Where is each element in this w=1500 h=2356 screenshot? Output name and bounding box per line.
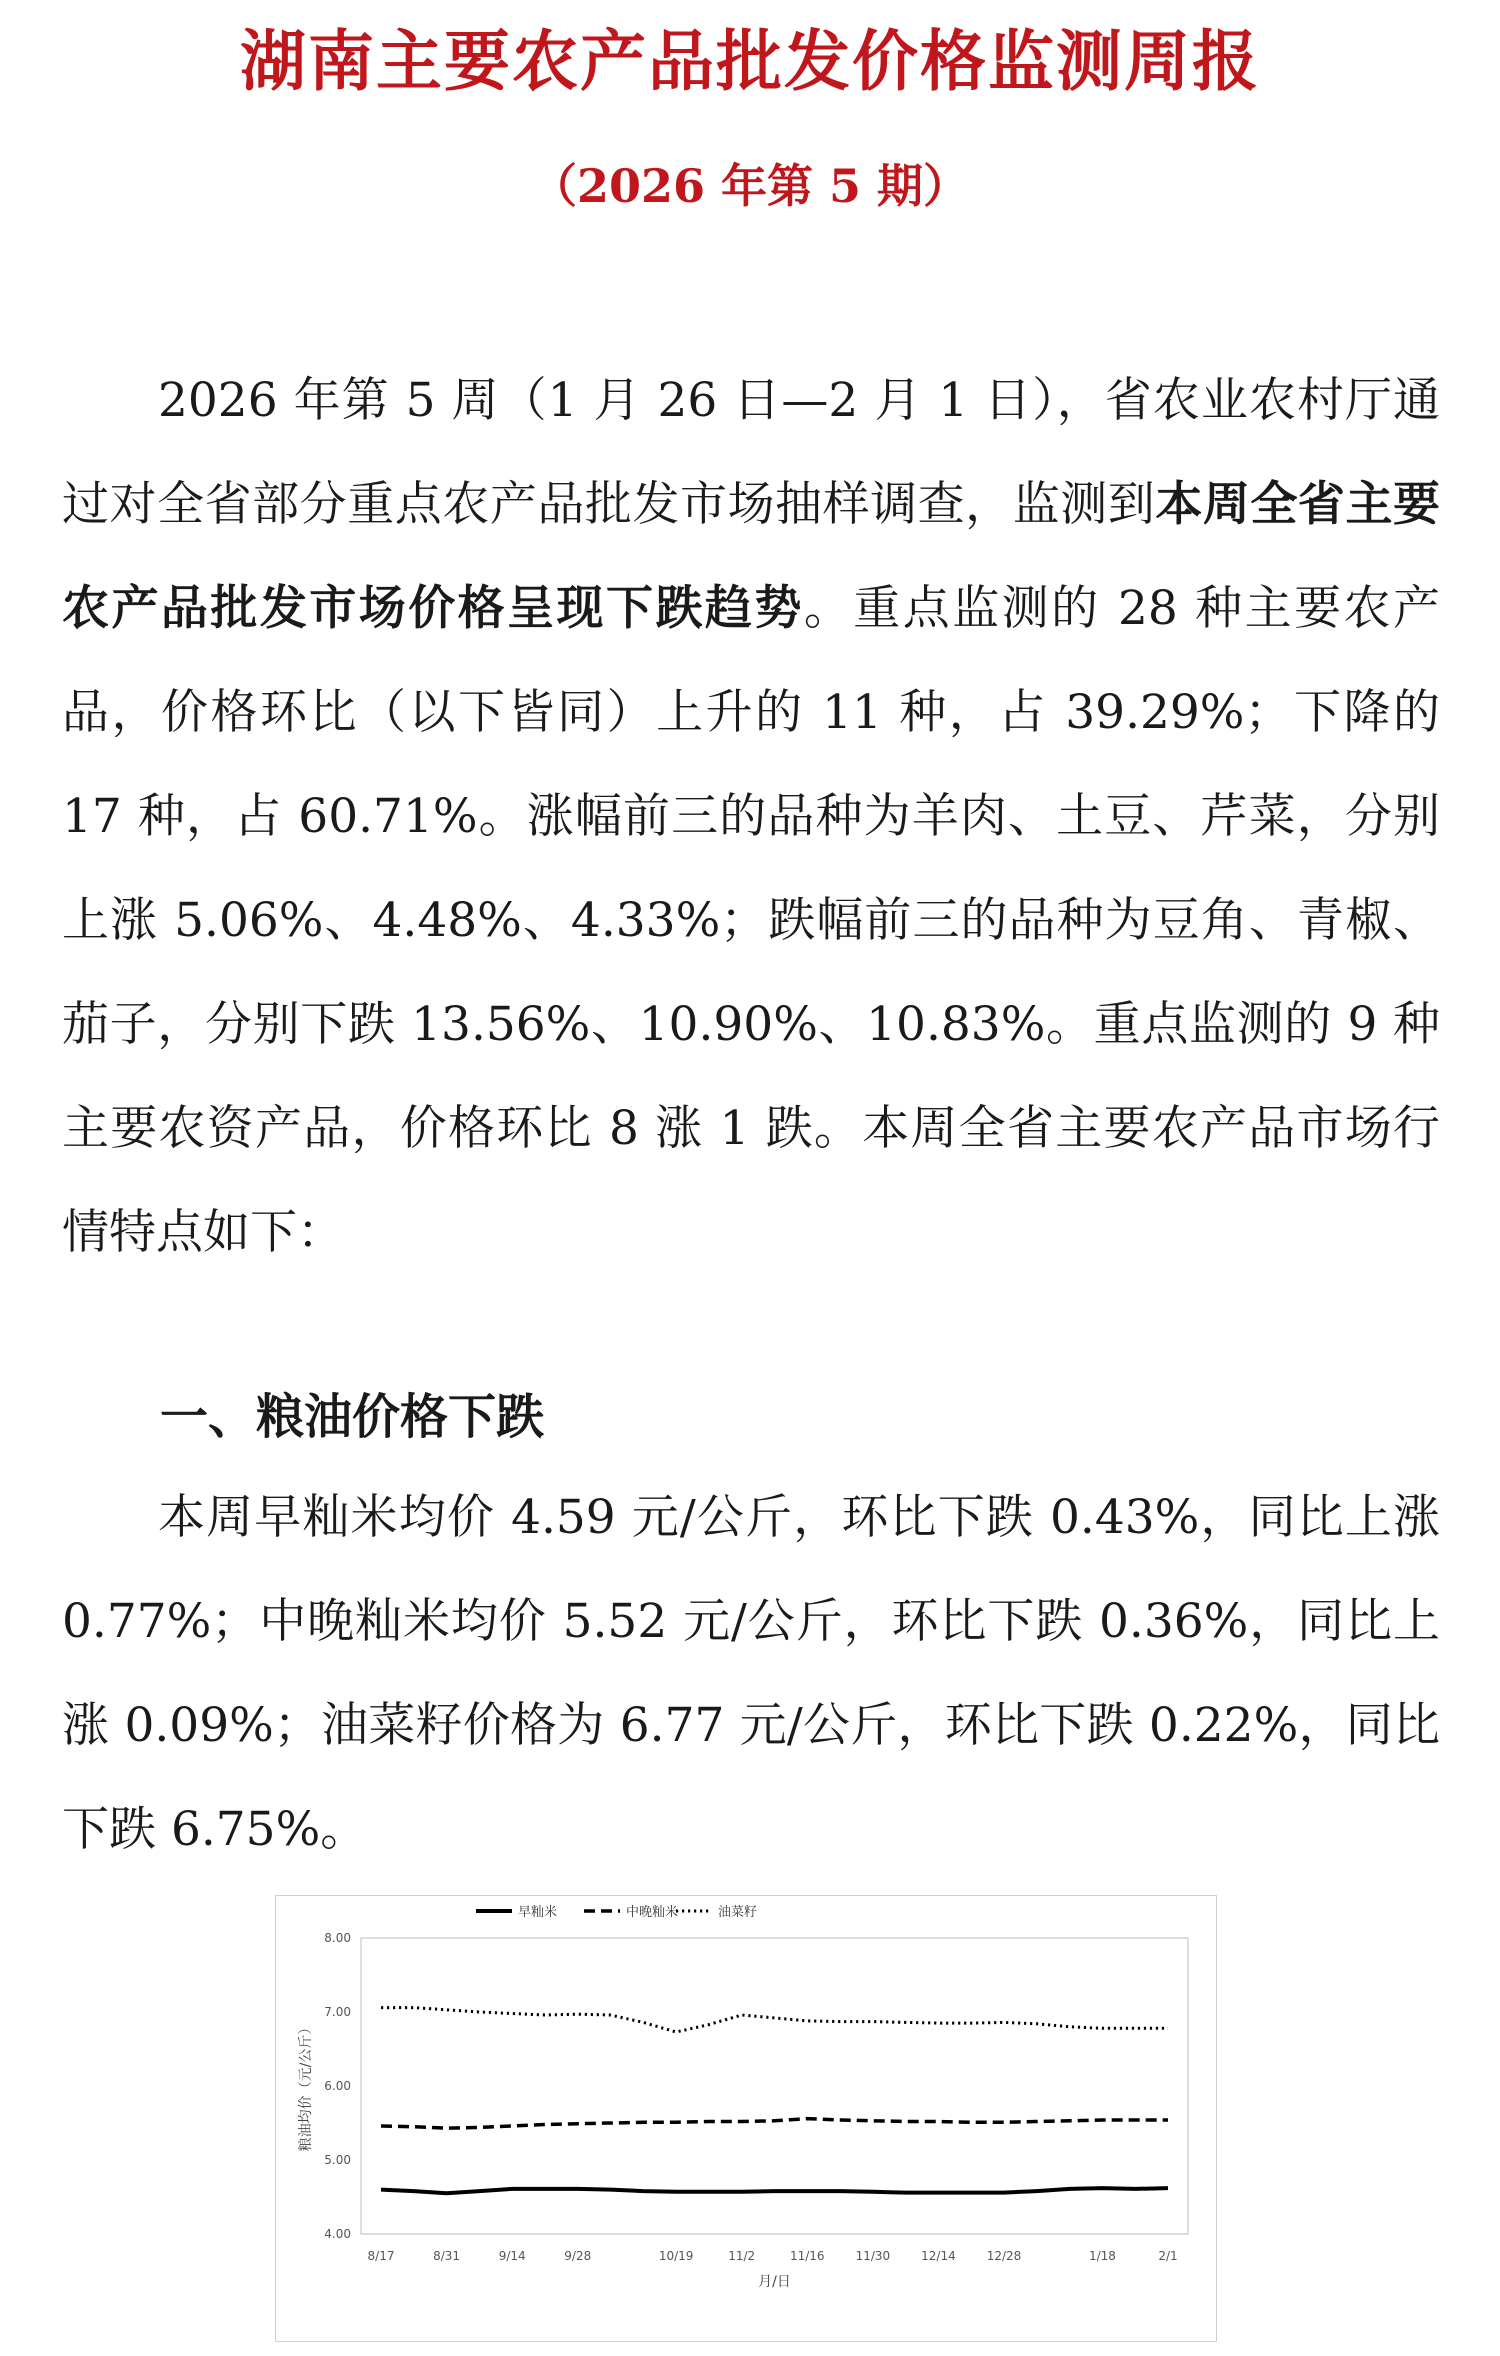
x-tick-label: 8/17 xyxy=(367,2249,395,2263)
chart-canvas xyxy=(276,1896,1216,2341)
x-tick-label: 10/19 xyxy=(658,2249,694,2263)
section-heading-grain-oil: 一、粮油价格下跌 xyxy=(160,1389,545,1445)
x-axis-label: 月/日 xyxy=(758,2274,791,2290)
y-axis-label: 粮油均价（元/公斤） xyxy=(298,2020,314,2152)
x-tick-label: 9/28 xyxy=(564,2249,592,2263)
y-tick-label: 7.00 xyxy=(324,2005,351,2019)
legend-label: 早籼米 xyxy=(518,1905,558,1920)
legend-label: 中晚籼米 xyxy=(626,1905,679,1920)
y-tick-label: 5.00 xyxy=(324,2153,351,2167)
issue-number: （2026 年第 5 期） xyxy=(530,159,970,213)
x-tick-label: 2/1 xyxy=(1158,2249,1178,2263)
x-tick-label: 11/2 xyxy=(728,2249,756,2263)
y-tick-label: 4.00 xyxy=(324,2227,351,2241)
report-title: 湖南主要农产品批发价格监测周报 xyxy=(240,22,1260,100)
intro-lead-text: 2026 年第 5 周（1 月 26 日—2 月 1 日），省农业农村厅通过对全省部分重点农产品批发市场抽样调查，监测到 xyxy=(62,373,1440,532)
intro-rest-text: 。重点监测的 28 种主要农产品，价格环比（以下皆同）上升的 11 种，占 39.29%；下降的 17 种，占 60.71%。涨幅前三的品种为羊肉、土豆、芹菜，分别上涨 5.06%、4.48%、4.33%；跌幅前三的品种为豆角、青椒、茄子，分别下跌 13.56%、10.90%、10.83%。重点监测的 9 种主要农资产品，价格环比 8 涨 1 跌。本周全省主要农产品市场行情特点如下： xyxy=(62,581,1441,1260)
y-tick-label: 6.00 xyxy=(324,2079,351,2093)
x-tick-label: 11/16 xyxy=(789,2249,825,2263)
legend-label: 油菜籽 xyxy=(718,1905,758,1920)
x-tick-label: 9/14 xyxy=(498,2249,526,2263)
x-tick-label: 11/30 xyxy=(855,2249,891,2263)
x-tick-label: 12/28 xyxy=(986,2249,1022,2263)
x-tick-label: 8/31 xyxy=(433,2249,461,2263)
series-line-2 xyxy=(381,2119,1168,2129)
y-tick-label: 8.00 xyxy=(324,1931,351,1945)
series-line-3 xyxy=(381,2008,1168,2032)
series-line-1 xyxy=(381,2188,1168,2193)
x-tick-label: 12/14 xyxy=(921,2249,956,2263)
intro-highlight-text: 本周全省主要农产品批发市场价格呈现下跌趋势 xyxy=(62,477,1441,636)
section-body-grain-oil: 本周早籼米均价 4.59 元/公斤，环比下跌 0.43%，同比上涨 0.77%；中晚籼米均价 5.52 元/公斤，环比下跌 0.36%，同比上涨 0.09%；油菜籽价格为 6.77 元/公斤，环比下跌 0.22%，同比下跌 6.75%。 xyxy=(62,1490,1440,1857)
x-tick-label: 1/18 xyxy=(1088,2249,1116,2263)
intro-paragraph xyxy=(62,349,1440,1285)
grain-oil-price-chart xyxy=(275,1895,1217,2342)
